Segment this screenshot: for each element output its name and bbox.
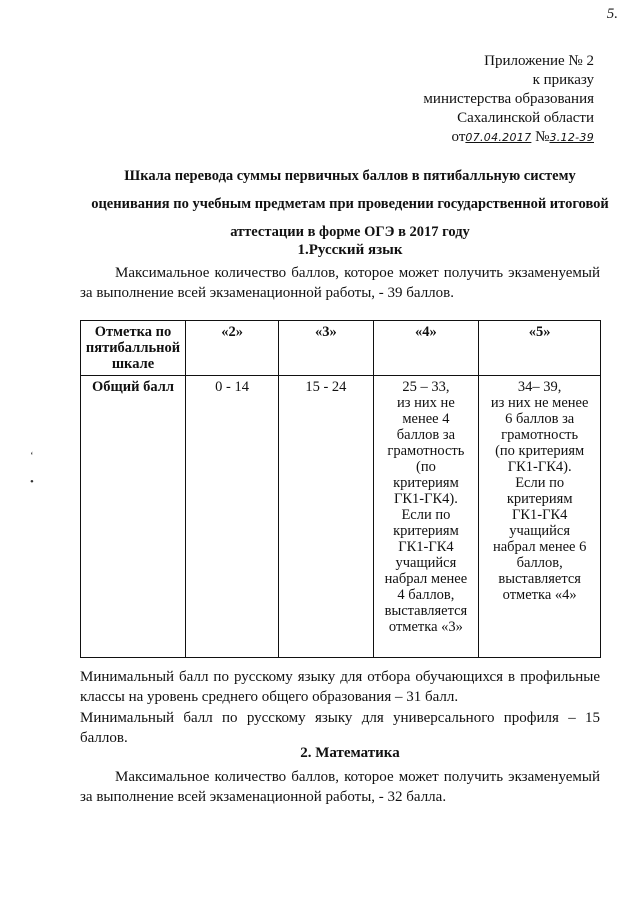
appendix-block xyxy=(423,52,594,147)
appendix-line-3: министерства образования xyxy=(423,91,594,107)
page-number: 5. xyxy=(606,6,618,22)
min-score-profile-text: Минимальный балл по русскому языку для отбора обучающихся в профильные классы на уровень среднего общего образования – 31 балл. xyxy=(80,669,600,705)
table-row xyxy=(81,376,601,658)
table-header-cell: «5» xyxy=(479,321,601,376)
section-heading-math: 2. Математика xyxy=(300,745,400,761)
order-date: 07.04.2017 xyxy=(465,131,532,144)
order-line xyxy=(452,128,594,147)
table-header-row xyxy=(81,321,601,376)
row-label-total-score: Общий балл xyxy=(81,376,186,658)
table-cell: 0 - 14 xyxy=(185,376,278,658)
table-header-cell: «3» xyxy=(279,321,373,376)
table-cell: 15 - 24 xyxy=(279,376,373,658)
margin-speck: ʻ xyxy=(30,450,34,462)
russian-max-score-text: Максимальное количество баллов, которое может получить экзаменуемый за выполнение всей экзаменационной работы, - 39 баллов. xyxy=(80,265,600,301)
table-header-cell: «2» xyxy=(185,321,278,376)
math-max-score-text: Максимальное количество баллов, которое может получить экзаменуемый за выполнение всей экзаменационной работы, - 32 балла. xyxy=(80,769,600,805)
appendix-line-4: Сахалинской области xyxy=(457,110,594,126)
document-title: Шкала перевода суммы первичных баллов в пятибалльную систему оценивания по учебным предметам при проведении государственной итоговой аттестации в форме ОГЭ в 2017 году xyxy=(91,168,609,240)
table-cell: 34– 39, из них не менее 6 баллов за грамотность (по критериям ГК1-ГК4). Если по критериям ГК1-ГК4 учащийся набрал менее 6 баллов, выставляется отметка «4» xyxy=(479,376,601,658)
min-score-universal-text: Минимальный балл по русскому языку для универсального профиля – 15 баллов. xyxy=(80,710,600,746)
order-number-prefix: № xyxy=(535,129,550,145)
order-number: 3.12-39 xyxy=(549,131,594,144)
section-heading-russian: 1.Русский язык xyxy=(297,242,403,258)
margin-speck: • xyxy=(30,476,34,488)
table-header-cell: Отметка по пятибалльной шкале xyxy=(81,321,186,376)
score-scale-table xyxy=(80,320,601,658)
table-cell: 25 – 33, из них не менее 4 баллов за грамотность (по критериям ГК1-ГК4). Если по критериям ГК1-ГК4 учащийся набрал менее 4 баллов, выставляется отметка «3» xyxy=(373,376,479,658)
order-prefix: от xyxy=(451,129,466,145)
appendix-line-2: к приказу xyxy=(532,72,594,88)
table-header-cell: «4» xyxy=(373,321,479,376)
appendix-line-1: Приложение № 2 xyxy=(484,53,594,69)
